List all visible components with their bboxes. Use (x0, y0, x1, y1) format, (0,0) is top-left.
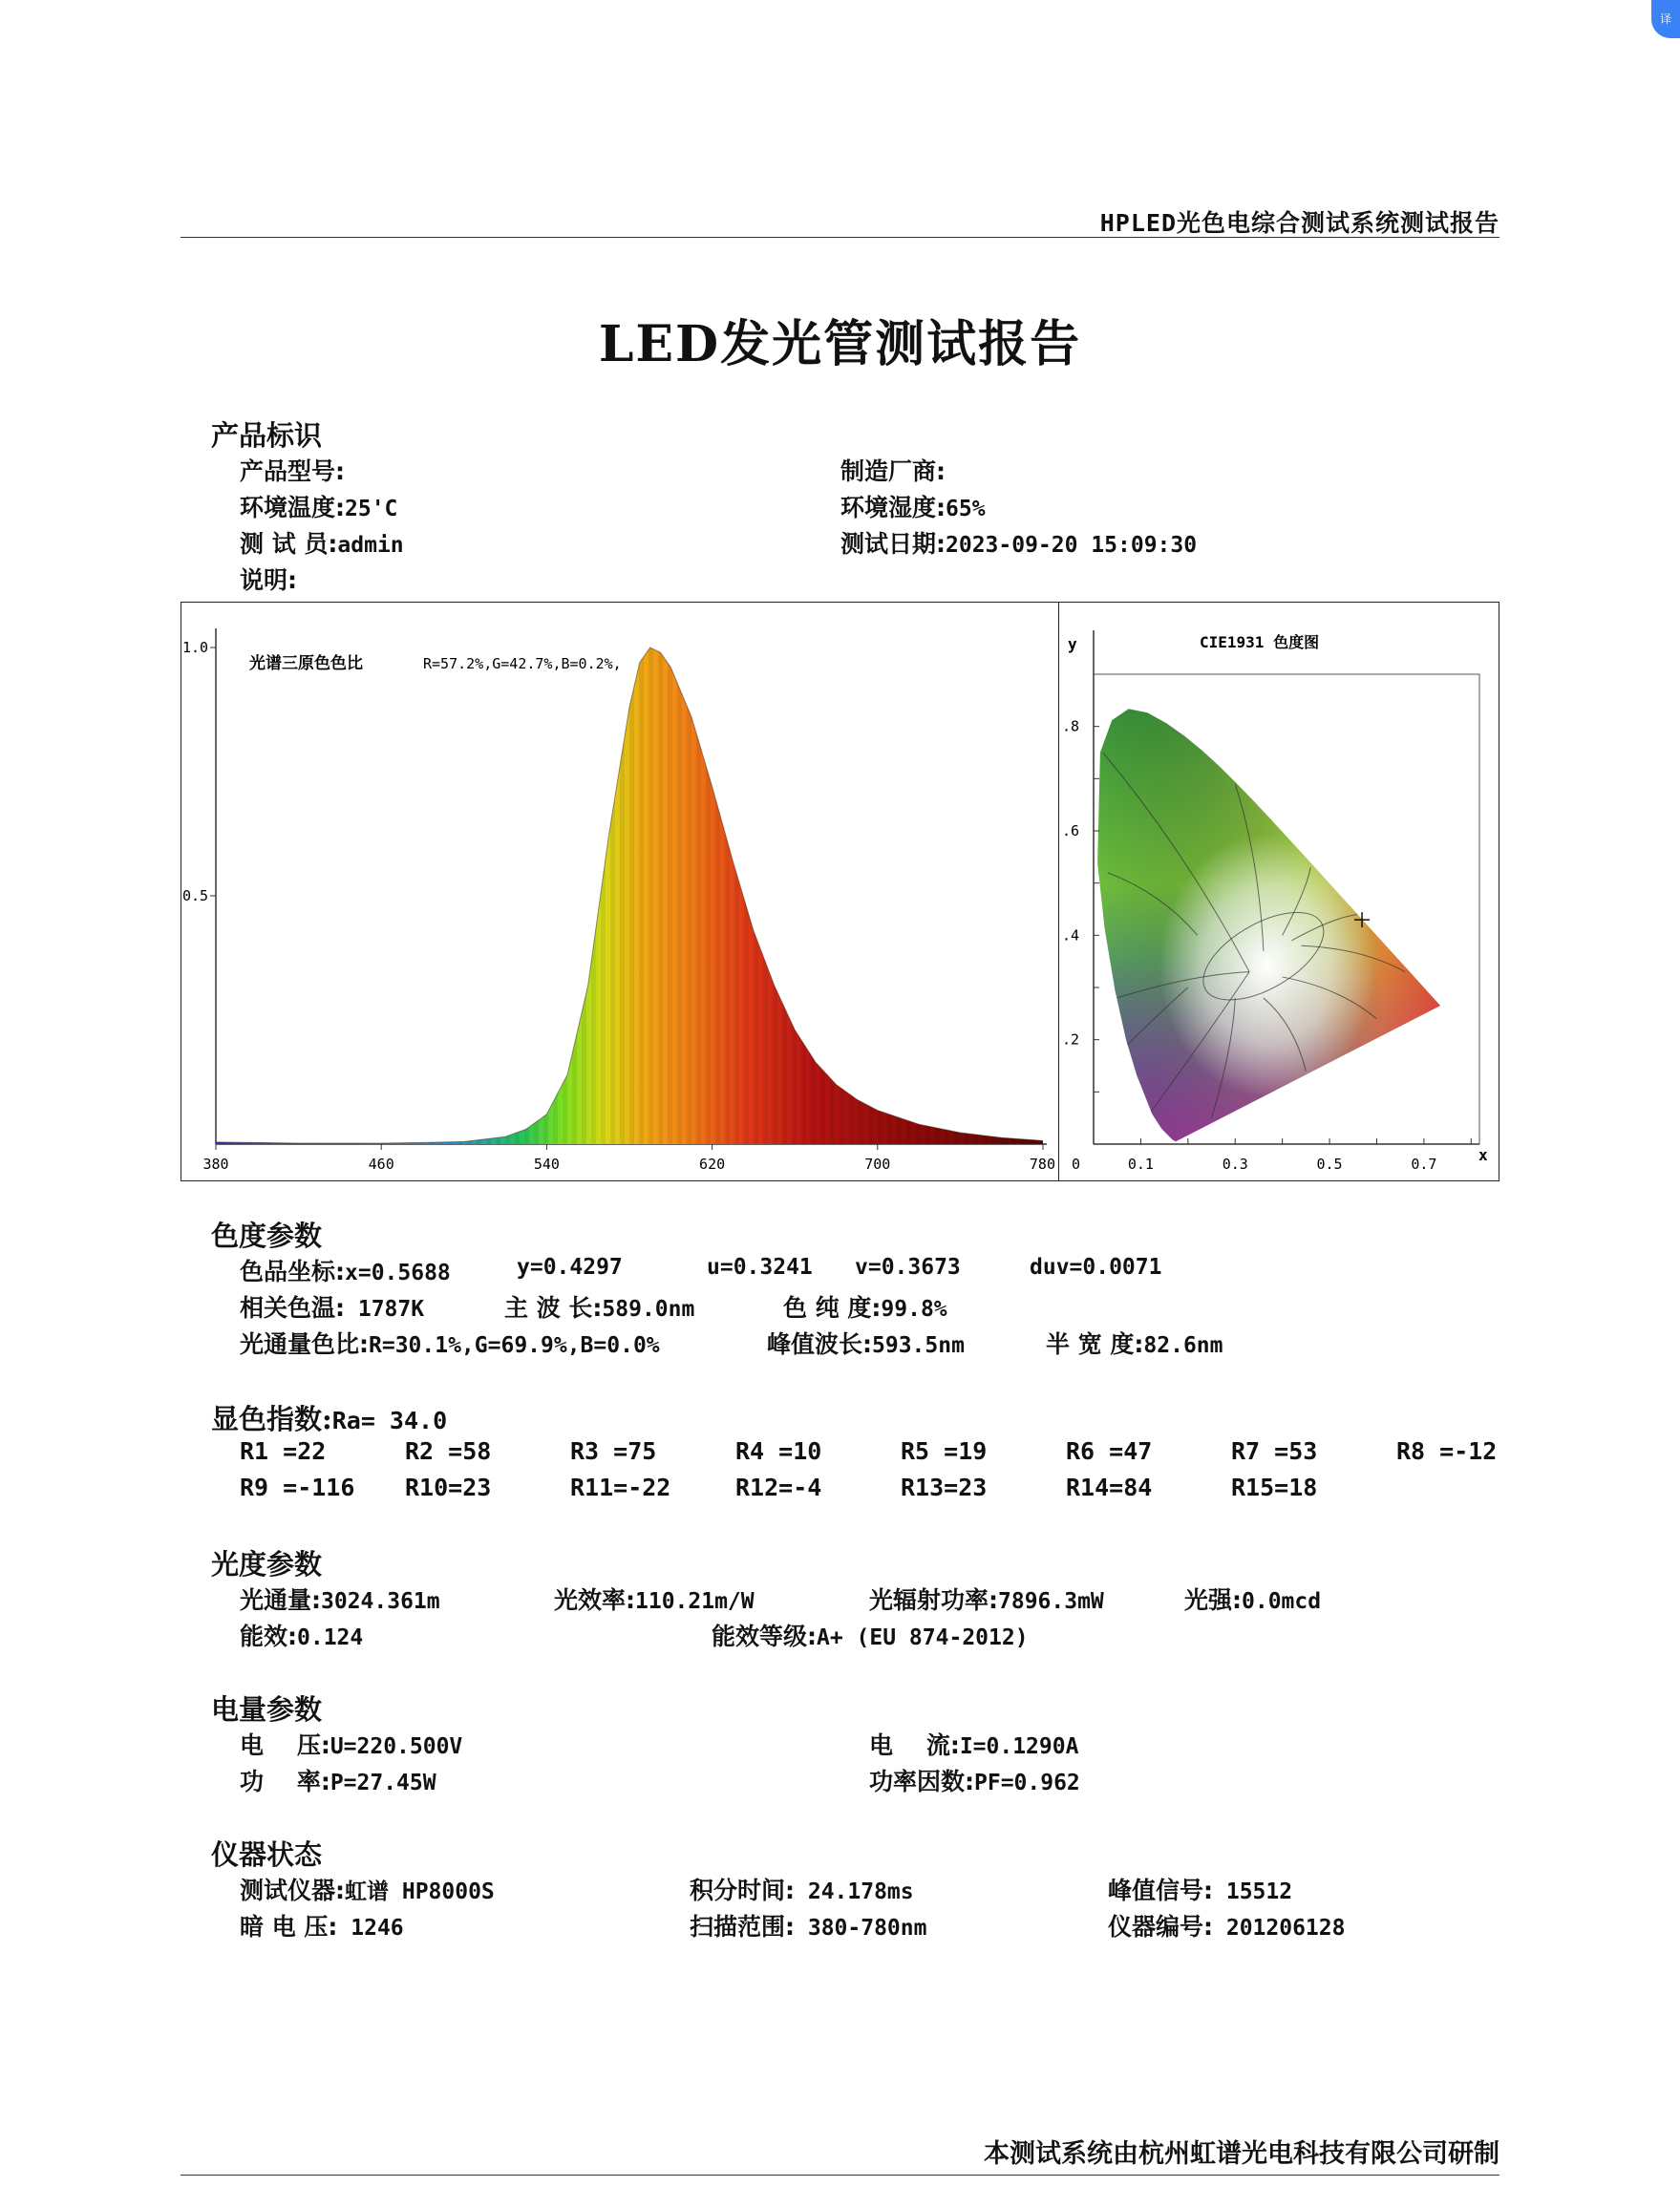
temp-label: 环境温度: (240, 494, 345, 521)
system-title: HPLED光色电综合测试系统测试报告 (1099, 209, 1499, 237)
cie-title: CIE1931 色度图 (1200, 633, 1320, 651)
radiant-value: 7896.3mW (998, 1589, 1104, 1614)
cri-value: R15=18 (1231, 1474, 1318, 1501)
pf-label: 功率因数: (869, 1768, 974, 1795)
date-row (840, 525, 1197, 560)
current-row (869, 1727, 1078, 1761)
peak-signal-label: 峰值信号: (1108, 1877, 1213, 1904)
cri-value: R6 =47 (1066, 1437, 1153, 1465)
cie-chart (1058, 602, 1499, 1181)
maker-row (840, 453, 946, 487)
halfwidth-value: 82.6nm (1143, 1333, 1223, 1358)
section-electrical: 电量参数 (211, 1693, 323, 1726)
purity-label: 色 纯 度: (783, 1294, 882, 1322)
flux-ratio-row (240, 1326, 660, 1360)
spectrum-x-tick-label: 380 (202, 1156, 229, 1173)
cie-x-tick-label: 0.5 (1316, 1156, 1343, 1173)
humidity-label: 环境湿度: (840, 494, 946, 521)
current-label: 电 流: (869, 1731, 960, 1759)
section-product: 产品标识 (211, 419, 323, 452)
flux-label: 光通量: (240, 1586, 321, 1614)
cri-value: R2 =58 (405, 1437, 492, 1465)
cie-y-tick-label: .8 (1062, 717, 1080, 735)
energy-row (240, 1618, 363, 1652)
device-row (240, 1872, 495, 1906)
spectrum-area-shading (216, 648, 1043, 1144)
header-divider (181, 237, 1499, 238)
intensity-value: 0.0mcd (1242, 1589, 1322, 1614)
tester-value: admin (337, 533, 404, 558)
page-title: LED发光管测试报告 (598, 315, 1082, 373)
cct-row (240, 1289, 424, 1324)
halfwidth-row (1046, 1326, 1223, 1360)
spectrum-chart (181, 602, 1058, 1181)
peak-signal-row (1108, 1872, 1292, 1906)
cct-label: 相关色温: (240, 1294, 345, 1322)
current-value: I=0.1290A (959, 1734, 1079, 1759)
note-row (240, 562, 297, 596)
footer-divider (181, 2175, 1499, 2176)
cie-y-tick-label: .6 (1062, 822, 1080, 839)
spectrum-x-tick-label: 780 (1029, 1156, 1055, 1173)
dominant-value: 589.0nm (602, 1297, 695, 1322)
date-label: 测试日期: (840, 530, 946, 558)
cie-x-tick-label: 0 (1072, 1156, 1081, 1173)
coord-u: u=0.3241 (707, 1255, 813, 1280)
dark-value: 1246 (337, 1916, 404, 1941)
cri-value: R1 =22 (240, 1437, 327, 1465)
tester-label: 测 试 员: (240, 530, 338, 558)
device-value: 虹谱 HP8000S (345, 1879, 495, 1904)
coord-v: v=0.3673 (855, 1255, 961, 1280)
maker-label: 制造厂商: (840, 457, 946, 485)
section-photometry: 光度参数 (211, 1548, 323, 1581)
humidity-value: 65% (946, 497, 986, 521)
power-value: P=27.45W (330, 1771, 436, 1795)
scan-value: 380-780nm (795, 1916, 927, 1941)
cri-value: R3 =75 (570, 1437, 657, 1465)
cie-x-tick-label: 0.3 (1222, 1156, 1248, 1173)
section-instrument: 仪器状态 (211, 1838, 323, 1871)
flux-row (240, 1582, 440, 1616)
serial-label: 仪器编号: (1108, 1913, 1213, 1941)
peak-signal-value: 15512 (1213, 1879, 1293, 1904)
spectrum-ratio: R=57.2%,G=42.7%,B=0.2%, (423, 655, 622, 672)
model-row (240, 453, 345, 487)
flux-ratio-label: 光通量色比: (240, 1330, 369, 1358)
humidity-row (840, 489, 986, 523)
grade-row (712, 1618, 1029, 1652)
integration-label: 积分时间: (690, 1877, 795, 1904)
grade-value: A+ (EU 874-2012) (817, 1625, 1029, 1650)
peak-row (767, 1326, 965, 1360)
model-label: 产品型号: (240, 457, 345, 485)
power-label: 功 率: (240, 1768, 330, 1795)
voltage-row (240, 1727, 462, 1761)
radiant-row (869, 1582, 1104, 1616)
flux-ratio-value: R=30.1%,G=69.9%,B=0.0% (369, 1333, 660, 1358)
cie-x-tick-label: 0.1 (1127, 1156, 1154, 1173)
voltage-label: 电 压: (240, 1731, 330, 1759)
cie-gamut (1094, 674, 1479, 1144)
cri-value: R10=23 (405, 1474, 492, 1501)
cri-value: R9 =-116 (240, 1474, 355, 1501)
cie-y-tick-label: .4 (1062, 926, 1080, 945)
spectrum-caption: 光谱三原色色比 (249, 654, 363, 673)
intensity-row (1184, 1582, 1321, 1616)
date-value: 2023-09-20 15:09:30 (946, 533, 1198, 558)
pf-value: PF=0.962 (974, 1771, 1080, 1795)
spectrum-x-tick-label: 540 (533, 1156, 560, 1173)
energy-value: 0.124 (297, 1625, 364, 1650)
cri-value: R11=-22 (570, 1474, 671, 1501)
scan-label: 扫描范围: (690, 1913, 795, 1941)
translate-badge[interactable]: 译 (1651, 0, 1680, 38)
cri-value: R8 =-12 (1396, 1437, 1498, 1465)
dominant-label: 主 波 长: (504, 1294, 603, 1322)
spectrum-x-tick-label: 700 (864, 1156, 891, 1173)
efficacy-label: 光效率: (554, 1586, 635, 1614)
cie-x-tick-label: 0.7 (1411, 1156, 1437, 1173)
cri-value: R4 =10 (735, 1437, 822, 1465)
halfwidth-label: 半 宽 度: (1046, 1330, 1144, 1358)
serial-value: 201206128 (1213, 1916, 1346, 1941)
intensity-label: 光强: (1184, 1586, 1242, 1614)
cri-value: R5 =19 (901, 1437, 988, 1465)
dark-label: 暗 电 压: (240, 1913, 338, 1941)
section-cri (211, 1398, 447, 1437)
efficacy-row (554, 1582, 755, 1616)
cie-y-tick-label: .2 (1062, 1030, 1080, 1049)
cri-value: R14=84 (1066, 1474, 1153, 1501)
cie-x-axis-label: x (1478, 1146, 1488, 1164)
scan-row (690, 1908, 926, 1943)
serial-row (1108, 1908, 1345, 1943)
efficacy-value: 110.21m/W (635, 1589, 755, 1614)
coord-x: x=0.5688 (345, 1261, 451, 1285)
energy-label: 能效: (240, 1623, 297, 1650)
temp-row (240, 489, 397, 523)
pf-row (869, 1763, 1080, 1797)
dark-row (240, 1908, 404, 1943)
coord-label: 色品坐标: (240, 1258, 345, 1285)
peak-label: 峰值波长: (767, 1330, 872, 1358)
integration-row (690, 1872, 914, 1906)
coord-row (240, 1253, 451, 1287)
coord-duv: duv=0.0071 (1030, 1255, 1162, 1280)
temp-value: 25'C (345, 497, 398, 521)
cie-y-axis-label: y (1068, 635, 1077, 653)
peak-value: 593.5nm (872, 1333, 965, 1358)
cri-ra: Ra= 34.0 (331, 1407, 448, 1434)
cri-value: R7 =53 (1231, 1437, 1318, 1465)
footer-credit: 本测试系统由杭州虹谱光电科技有限公司研制 (984, 2139, 1499, 2169)
dominant-row (504, 1289, 694, 1324)
cct-value: 1787K (345, 1297, 425, 1322)
note-label: 说明: (240, 566, 297, 594)
flux-value: 3024.361m (321, 1589, 440, 1614)
coord-y: y=0.4297 (517, 1255, 623, 1280)
cri-value: R12=-4 (735, 1474, 822, 1501)
purity-value: 99.8% (881, 1297, 947, 1322)
purity-row (783, 1289, 947, 1324)
cri-label: 显色指数: (211, 1403, 332, 1435)
spectrum-y-tick-label: 0.5 (182, 887, 209, 904)
spectrum-x-tick-label: 620 (699, 1156, 726, 1173)
spectrum-y-tick-label: 1.0 (182, 639, 209, 656)
device-label: 测试仪器: (240, 1877, 345, 1904)
integration-value: 24.178ms (795, 1879, 914, 1904)
voltage-value: U=220.500V (330, 1734, 463, 1759)
power-row (240, 1763, 436, 1797)
radiant-label: 光辐射功率: (869, 1586, 998, 1614)
tester-row (240, 525, 404, 560)
section-colorimetry: 色度参数 (211, 1220, 323, 1252)
spectrum-x-tick-label: 460 (368, 1156, 394, 1173)
grade-label: 能效等级: (712, 1623, 817, 1650)
cri-value: R13=23 (901, 1474, 988, 1501)
